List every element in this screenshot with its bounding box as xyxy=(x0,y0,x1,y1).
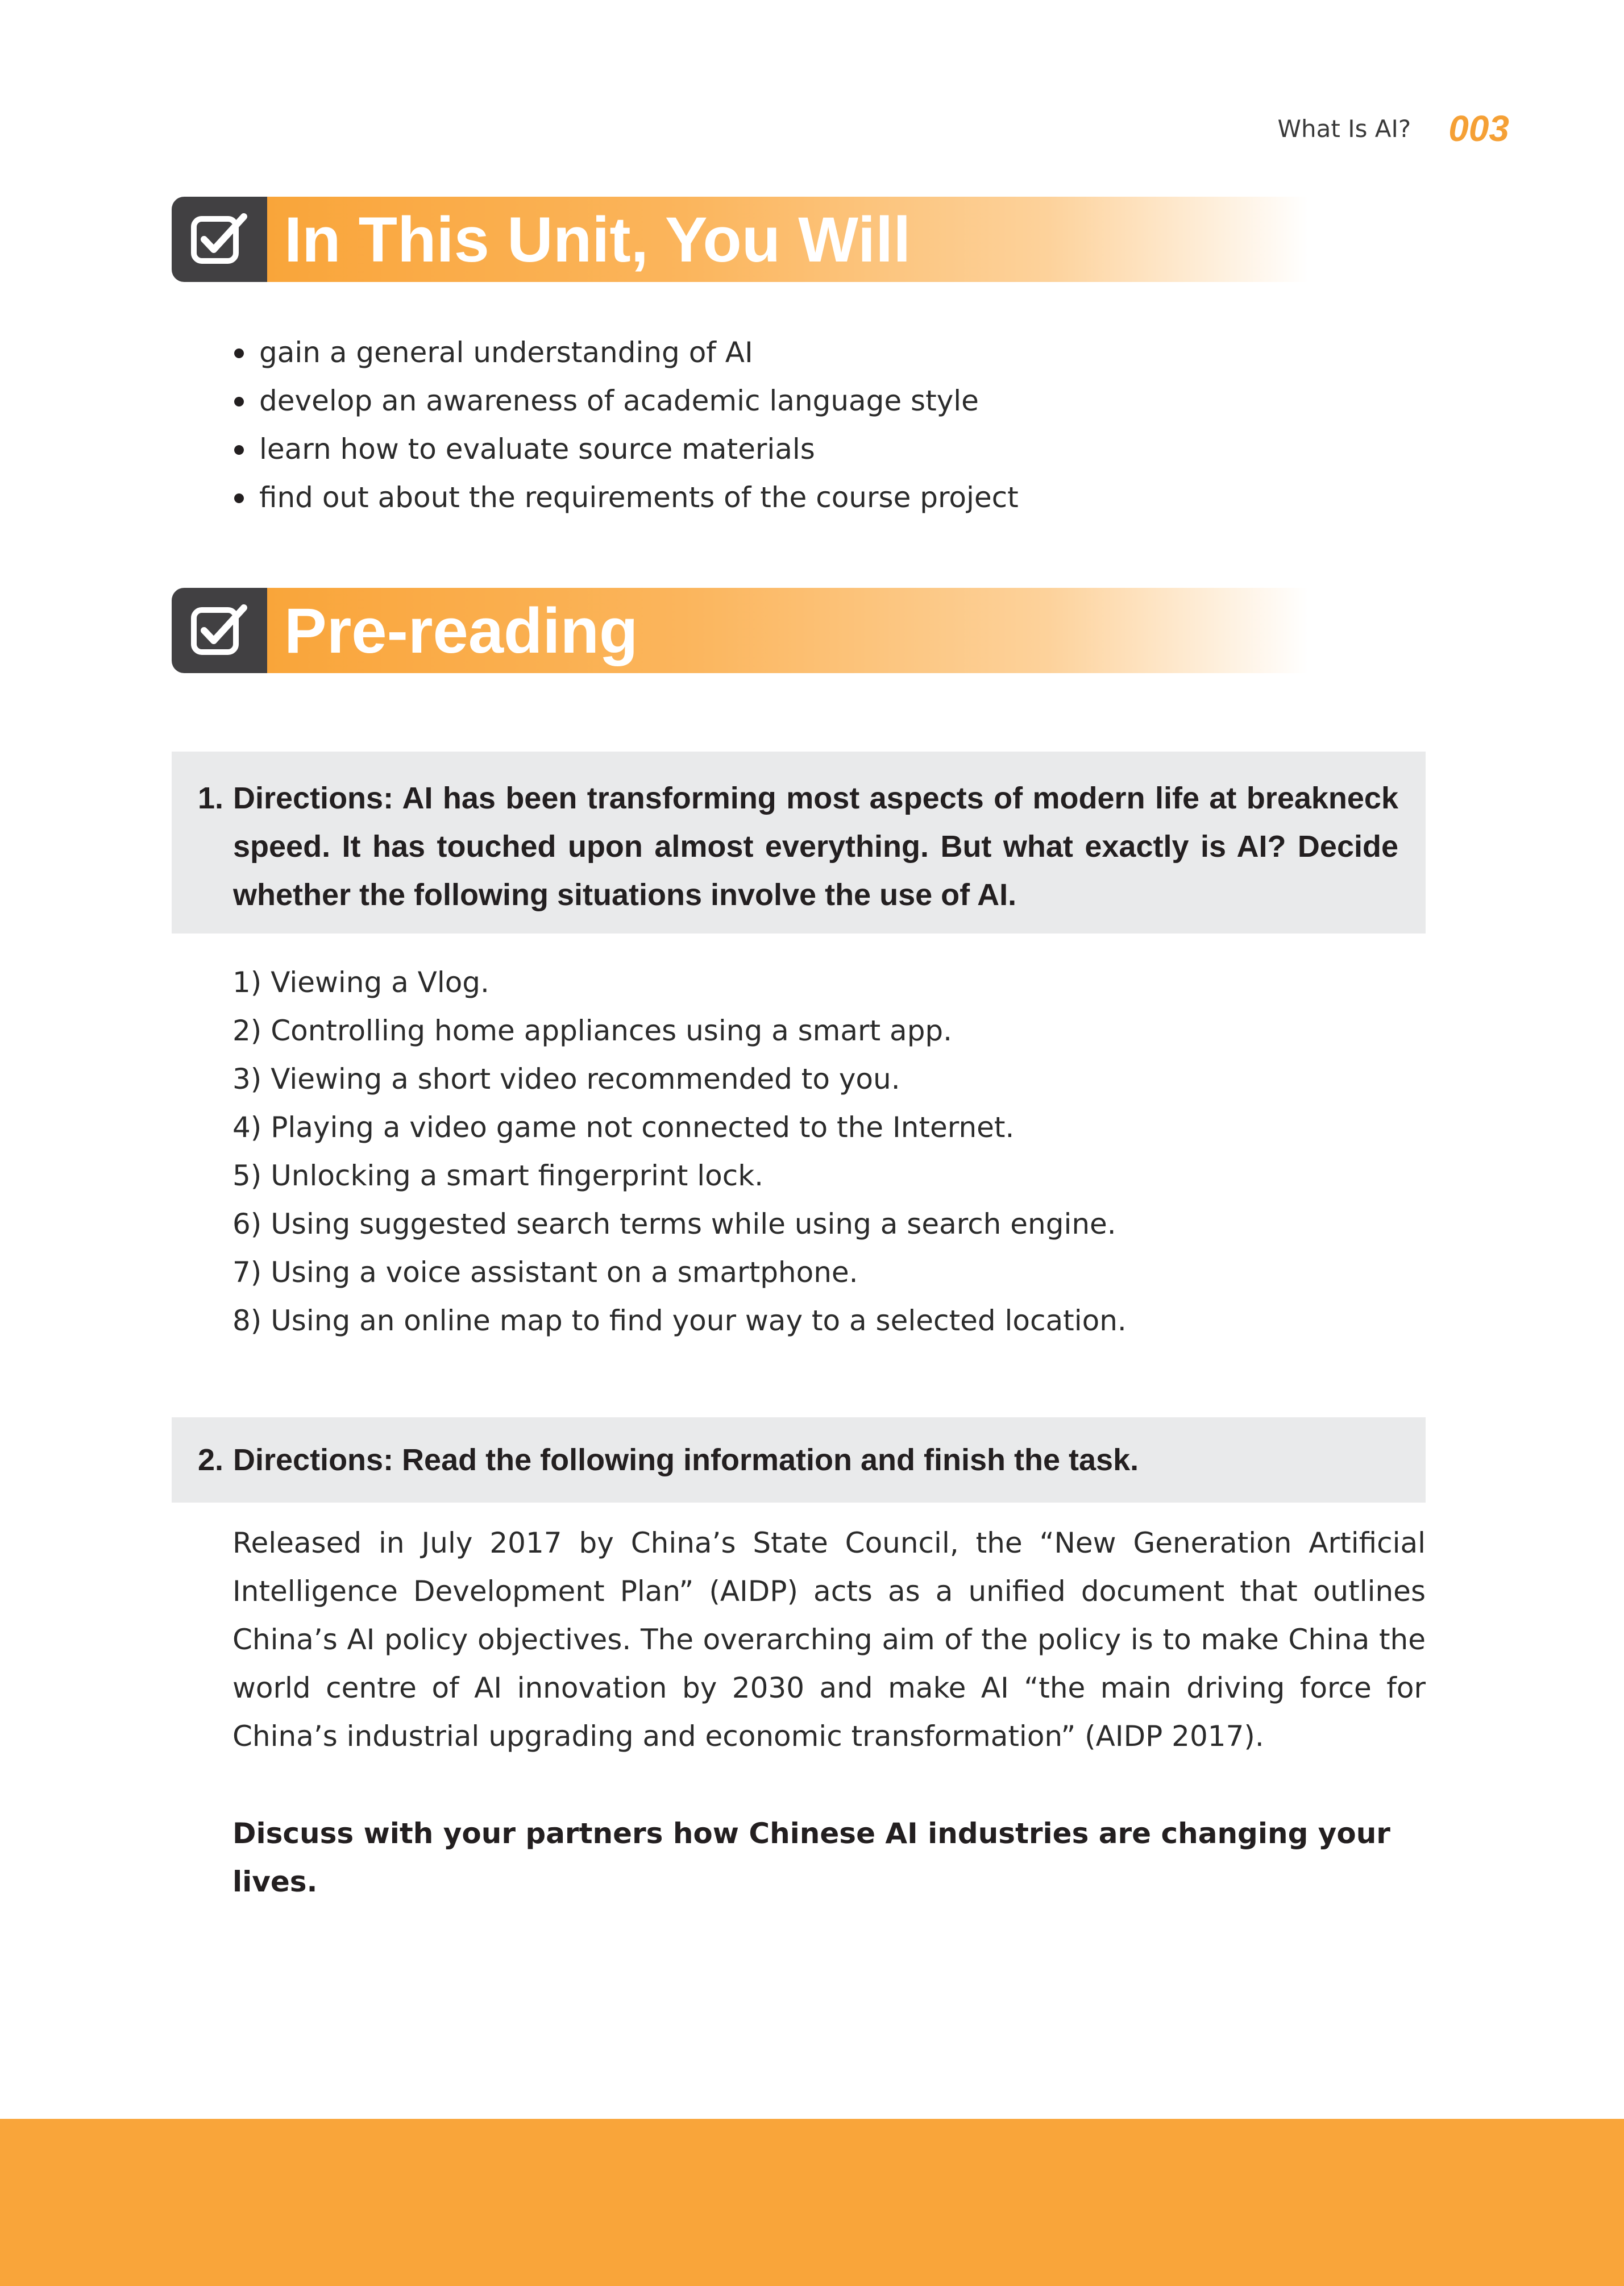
unit-goals-banner xyxy=(172,197,1309,282)
task2-number: 2. xyxy=(198,1442,224,1477)
list-item: learn how to evaluate source materials xyxy=(231,425,1019,474)
task1-directions-box xyxy=(172,752,1426,934)
task2-discussion-prompt: Discuss with your partners how Chinese AI industries are changing your lives. xyxy=(232,1817,1390,1898)
list-item: 6) Using suggested search terms while using a search engine. xyxy=(232,1208,1116,1241)
task2-directions-box xyxy=(172,1417,1426,1503)
page-number: 003 xyxy=(1448,108,1509,149)
task2-directions-text: Directions: Read the following information and finish the task. xyxy=(233,1442,1139,1477)
list-item: gain a general understanding of AI xyxy=(231,329,1019,377)
banner-icon-box xyxy=(172,197,267,282)
unit-goals-list xyxy=(231,329,1019,522)
checkbox-icon xyxy=(188,602,251,659)
list-item: find out about the requirements of the course project xyxy=(231,474,1019,522)
list-item: 4) Playing a video game not connected to the Internet. xyxy=(232,1111,1015,1144)
list-item: 5) Unlocking a smart fingerprint lock. xyxy=(232,1159,764,1192)
list-item: develop an awareness of academic language style xyxy=(231,377,1019,425)
list-item: 1) Viewing a Vlog. xyxy=(232,966,489,999)
running-header xyxy=(1277,108,1509,149)
checkbox-icon xyxy=(188,211,251,268)
task1-directions-text: Directions: AI has been transforming most aspects of modern life at breakneck speed. It has touched upon almost everything. But what exactly is AI? Decide whether the following situations involve the use of AI. xyxy=(233,781,1398,912)
task1-number: 1. xyxy=(198,781,224,815)
task2-directions xyxy=(198,1436,1139,1484)
list-item: 3) Viewing a short video recommended to you. xyxy=(232,1063,900,1096)
banner-bar xyxy=(267,588,1309,673)
running-title: What Is AI? xyxy=(1277,114,1411,143)
list-item: 2) Controlling home appliances using a smart app. xyxy=(232,1014,953,1047)
banner-bar xyxy=(267,197,1309,282)
footer-band xyxy=(0,2119,1624,2286)
section-title-unit-goals: In This Unit, You Will xyxy=(284,204,911,275)
banner-icon-box xyxy=(172,588,267,673)
list-item: 8) Using an online map to find your way to a selected location. xyxy=(232,1304,1127,1337)
section-title-pre-reading: Pre-reading xyxy=(284,595,638,666)
task2-info-paragraph: Released in July 2017 by China’s State Council, the “New Generation Artificial Intelligence Development Plan” (AIDP) acts as a unified document that outlines China’s AI policy objectives. The overarching aim of the policy is to make China the world centre of AI innovation by 2030 and make AI “the main driving force for China’s industrial upgrading and economic transformation” (AIDP 2017). xyxy=(232,1526,1426,1753)
pre-reading-banner xyxy=(172,588,1309,673)
task1-situations-list xyxy=(232,959,1127,1345)
task1-directions xyxy=(198,774,1398,919)
list-item: 7) Using a voice assistant on a smartphone. xyxy=(232,1256,858,1289)
